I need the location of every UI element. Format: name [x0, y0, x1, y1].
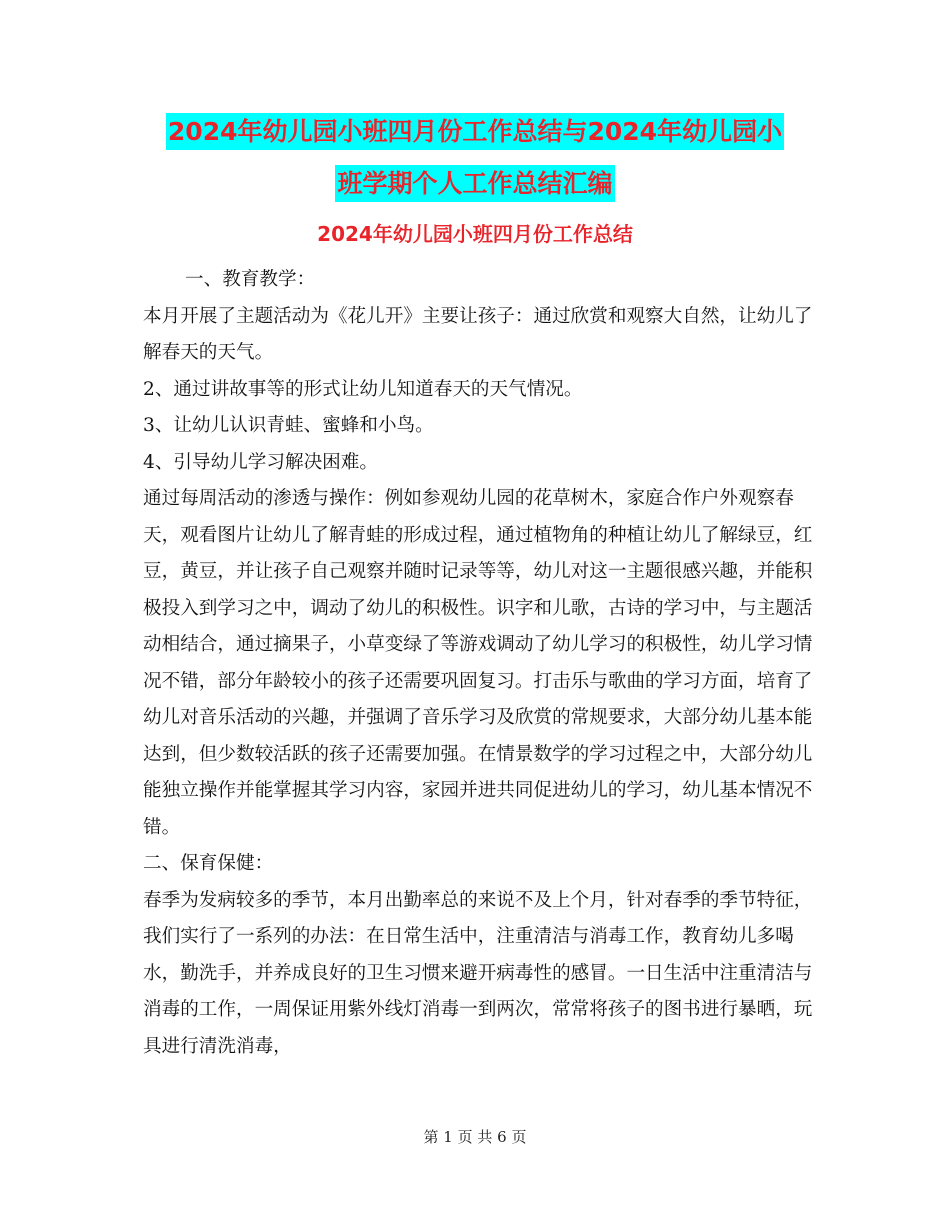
document-title-line-2: 班学期个人工作总结汇编 — [335, 165, 614, 202]
section-title: 2024年幼儿园小班四月份工作总结 — [317, 222, 633, 246]
paragraph: 3、让幼儿认识青蛙、蜜蜂和小鸟。 — [143, 415, 434, 436]
document-title — [0, 106, 950, 210]
document-title-line-1: 2024年幼儿园小班四月份工作总结与2024年幼儿园小 — [166, 113, 784, 150]
heading-health: 二、保育保健： — [143, 853, 274, 874]
heading-education: 一、教育教学： — [185, 269, 316, 290]
paragraph: 2、通过讲故事等的形式让幼儿知道春天的天气情况。 — [143, 378, 583, 400]
paragraph: 本月开展了主题活动为《花儿开》主要让孩子：通过欣赏和观察大自然，让幼儿了解春天的天气。 — [143, 305, 813, 363]
paragraph: 春季为发病较多的季节，本月出勤率总的来说不及上个月，针对春季的季节特征，我们实行了一系列的办法：在日常生活中，注重清洁与消毒工作，教育幼儿多喝水，勤洗手，并养成良好的卫生习惯来避开病毒性的感冒。一日生活中注重清洁与消毒的工作，一周保证用紫外线灯消毒一到两次，常常将孩子的图书进行暴晒，玩具进行清洗消毒， — [143, 889, 813, 1057]
document-body — [143, 262, 813, 1065]
page-footer: 第 1 页 共 6 页 — [423, 1128, 527, 1146]
paragraph: 4、引导幼儿学习解决困难。 — [143, 451, 378, 473]
paragraph: 通过每周活动的渗透与操作：例如参观幼儿园的花草树木，家庭合作户外观察春天，观看图片让幼儿了解青蛙的形成过程，通过植物角的种植让幼儿了解绿豆，红豆，黄豆，并让孩子自己观察并随时记录等等，幼儿对这一主题很感兴趣，并能积极投入到学习之中，调动了幼儿的积极性。识字和儿歌，古诗的学习中，与主题活动相结合，通过摘果子，小草变绿了等游戏调动了幼儿学习的积极性，幼儿学习情况不错，部分年龄较小的孩子还需要巩固复习。打击乐与歌曲的学习方面，培育了幼儿对音乐活动的兴趣，并强调了音乐学习及欣赏的常规要求，大部分幼儿基本能达到，但少数较活跃的孩子还需要加强。在情景数学的学习过程之中，大部分幼儿能独立操作并能掌握其学习内容，家园并进共同促进幼儿的学习，幼儿基本情况不错。 — [143, 488, 813, 838]
